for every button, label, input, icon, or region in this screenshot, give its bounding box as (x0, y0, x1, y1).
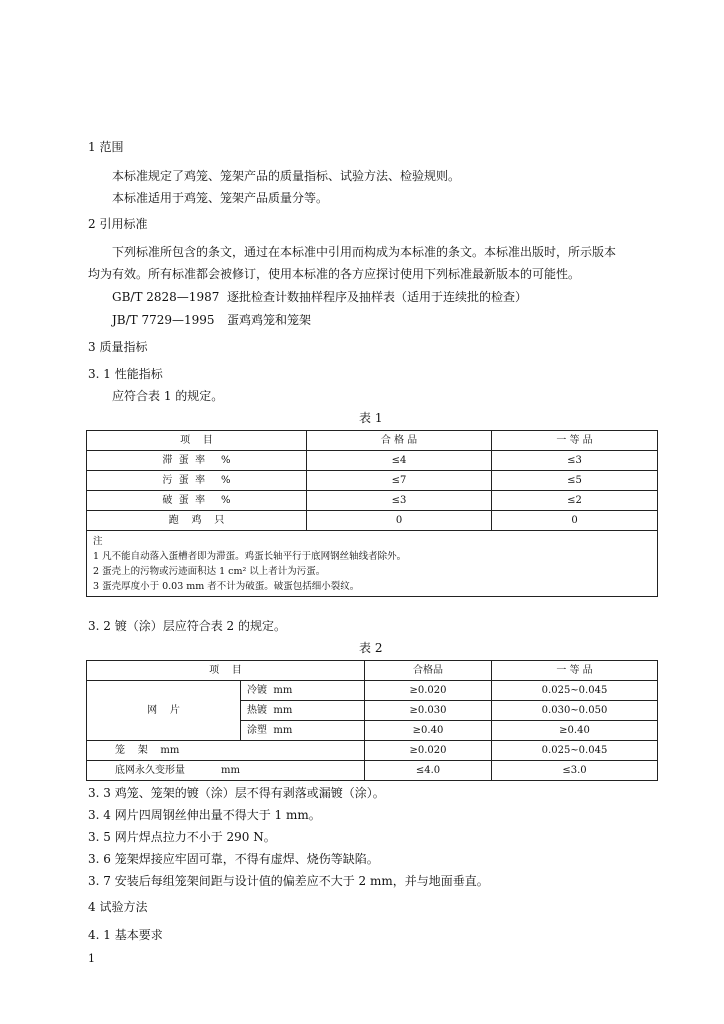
section-3-5: 3. 5 网片焊点拉力不小于 290 N。 (88, 830, 276, 844)
table-1-row-2-item (87, 471, 307, 491)
table-1-row-4-first: 0 (492, 511, 658, 531)
table-1-row-3-unit: % (221, 495, 231, 506)
table-1-row-1-unit: % (221, 455, 231, 466)
table-2-deform-first: ≤3.0 (492, 761, 658, 781)
table-2-mesh-row-2-sub: 热镀 mm (241, 701, 365, 721)
table-2-deform-item (87, 761, 365, 781)
table-2-deform-item-name: 底网永久变形量 (115, 765, 185, 776)
table-2-deform-pass: ≤4.0 (365, 761, 492, 781)
reference-2-code: JB/T 7729—1995 (112, 313, 215, 327)
table-2-header-pass: 合格品 (365, 661, 492, 681)
section-4-1-title: 4. 1 基本要求 (88, 928, 163, 942)
table-row (87, 471, 658, 491)
table-2-mesh-row-1-sub: 冷镀 mm (241, 681, 365, 701)
page-number: 1 (88, 952, 95, 965)
table-row (87, 681, 658, 701)
table-1-header-item: 项 目 (87, 431, 307, 451)
table-1-row-2-pass: ≤7 (307, 471, 492, 491)
table-row (87, 761, 658, 781)
table-2-header-first: 一 等 品 (492, 661, 658, 681)
table-1-row-3-first: ≤2 (492, 491, 658, 511)
table-1-row-1-pass: ≤4 (307, 451, 492, 471)
table-1-row-2-item-name: 污 蛋 率 (162, 475, 206, 486)
section-3-2: 3. 2 镀（涂）层应符合表 2 的规定。 (88, 619, 286, 633)
section-3-3: 3. 3 鸡笼、笼架的镀（涂）层不得有剥落或漏镀（涂）。 (88, 786, 385, 800)
table-2-mesh-row-3-first: ≥0.40 (492, 721, 658, 741)
table-1-row-1-item-name: 滞 蛋 率 (162, 455, 206, 466)
table-row (87, 511, 658, 531)
table-1-header-first: 一 等 品 (492, 431, 658, 451)
table-2-header-item: 项 目 (87, 661, 365, 681)
table-2-mesh-row-2-pass: ≥0.030 (365, 701, 492, 721)
table-1-note-2: 2 蛋壳上的污物或污迹面积达 1 cm² 以上者计为污蛋。 (93, 566, 326, 577)
reference-1-code: GB/T 2828—1987 (112, 290, 220, 304)
section-1-title: 1 范围 (88, 140, 124, 154)
table-2-frame-pass: ≥0.020 (365, 741, 492, 761)
section-3-6: 3. 6 笼架焊接应牢固可靠，不得有虚焊、烧伤等缺陷。 (88, 852, 379, 866)
section-3-4: 3. 4 网片四周钢丝伸出量不得大于 1 mm。 (88, 808, 321, 822)
section-2-paragraph-line-1: 下列标准所包含的条文，通过在本标准中引用而构成为本标准的条文。本标准出版时，所示版本 (112, 245, 617, 259)
section-2-paragraph-line-2: 均为有效。所有标准都会被修订，使用本标准的各方应探讨使用下列标准最新版本的可能性。 (88, 267, 581, 281)
table-1 (86, 430, 658, 597)
section-3-7: 3. 7 安装后每组笼架间距与设计值的偏差应不大于 2 mm，并与地面垂直。 (88, 874, 489, 888)
section-2-title: 2 引用标准 (88, 217, 148, 231)
table-1-row-2-first: ≤5 (492, 471, 658, 491)
reference-2-title: 蛋鸡鸡笼和笼架 (227, 313, 312, 327)
table-1-row-1-item (87, 451, 307, 471)
table-1-note-title: 注 (93, 536, 103, 547)
table-1-row-4-pass: 0 (307, 511, 492, 531)
table-2-mesh-row-1-pass: ≥0.020 (365, 681, 492, 701)
table-1-row-2-unit: % (221, 475, 231, 486)
table-row (87, 741, 658, 761)
table-1-header-pass: 合 格 品 (307, 431, 492, 451)
table-row (87, 451, 658, 471)
table-1-note-1: 1 凡不能自动落入蛋槽者即为滞蛋。鸡蛋长轴平行于底网钢丝轴线者除外。 (93, 551, 407, 562)
table-1-row-4-item-name: 跑 鸡 只 (168, 515, 225, 526)
table-2 (86, 660, 658, 781)
table-1-row-1-first: ≤3 (492, 451, 658, 471)
section-4-title: 4 试验方法 (88, 900, 148, 914)
table-row (87, 491, 658, 511)
table-2-mesh-row-2-first: 0.030~0.050 (492, 701, 658, 721)
table-2-mesh-row-3-sub: 涂塑 mm (241, 721, 365, 741)
section-3-title: 3 质量指标 (88, 340, 148, 354)
table-1-caption: 表 1 (359, 411, 383, 425)
section-1-paragraph-2: 本标准适用于鸡笼、笼架产品质量分等。 (112, 191, 329, 205)
table-1-note-3: 3 蛋壳厚度小于 0.03 mm 者不计为破蛋。破蛋包括细小裂纹。 (93, 581, 360, 592)
section-3-1-title: 3. 1 性能指标 (88, 367, 163, 381)
table-2-deform-unit: mm (221, 765, 240, 776)
table-2-frame-first: 0.025~0.045 (492, 741, 658, 761)
reference-1-title: 逐批检查计数抽样程序及抽样表（适用于连续批的检查） (227, 290, 528, 304)
table-2-caption: 表 2 (359, 641, 383, 655)
table-1-row-3-pass: ≤3 (307, 491, 492, 511)
table-2-mesh-label: 网 片 (87, 681, 241, 741)
table-1-row-4-item (87, 511, 307, 531)
table-2-frame-item: 笼 架 mm (87, 741, 365, 761)
section-1-paragraph-1: 本标准规定了鸡笼、笼架产品的质量指标、试验方法、检验规则。 (112, 169, 461, 183)
table-1-row-3-item (87, 491, 307, 511)
table-1-notes (87, 531, 658, 597)
table-1-row-3-item-name: 破 蛋 率 (162, 495, 206, 506)
table-2-mesh-row-3-pass: ≥0.40 (365, 721, 492, 741)
section-3-1-paragraph: 应符合表 1 的规定。 (112, 389, 224, 403)
table-2-mesh-row-1-first: 0.025~0.045 (492, 681, 658, 701)
